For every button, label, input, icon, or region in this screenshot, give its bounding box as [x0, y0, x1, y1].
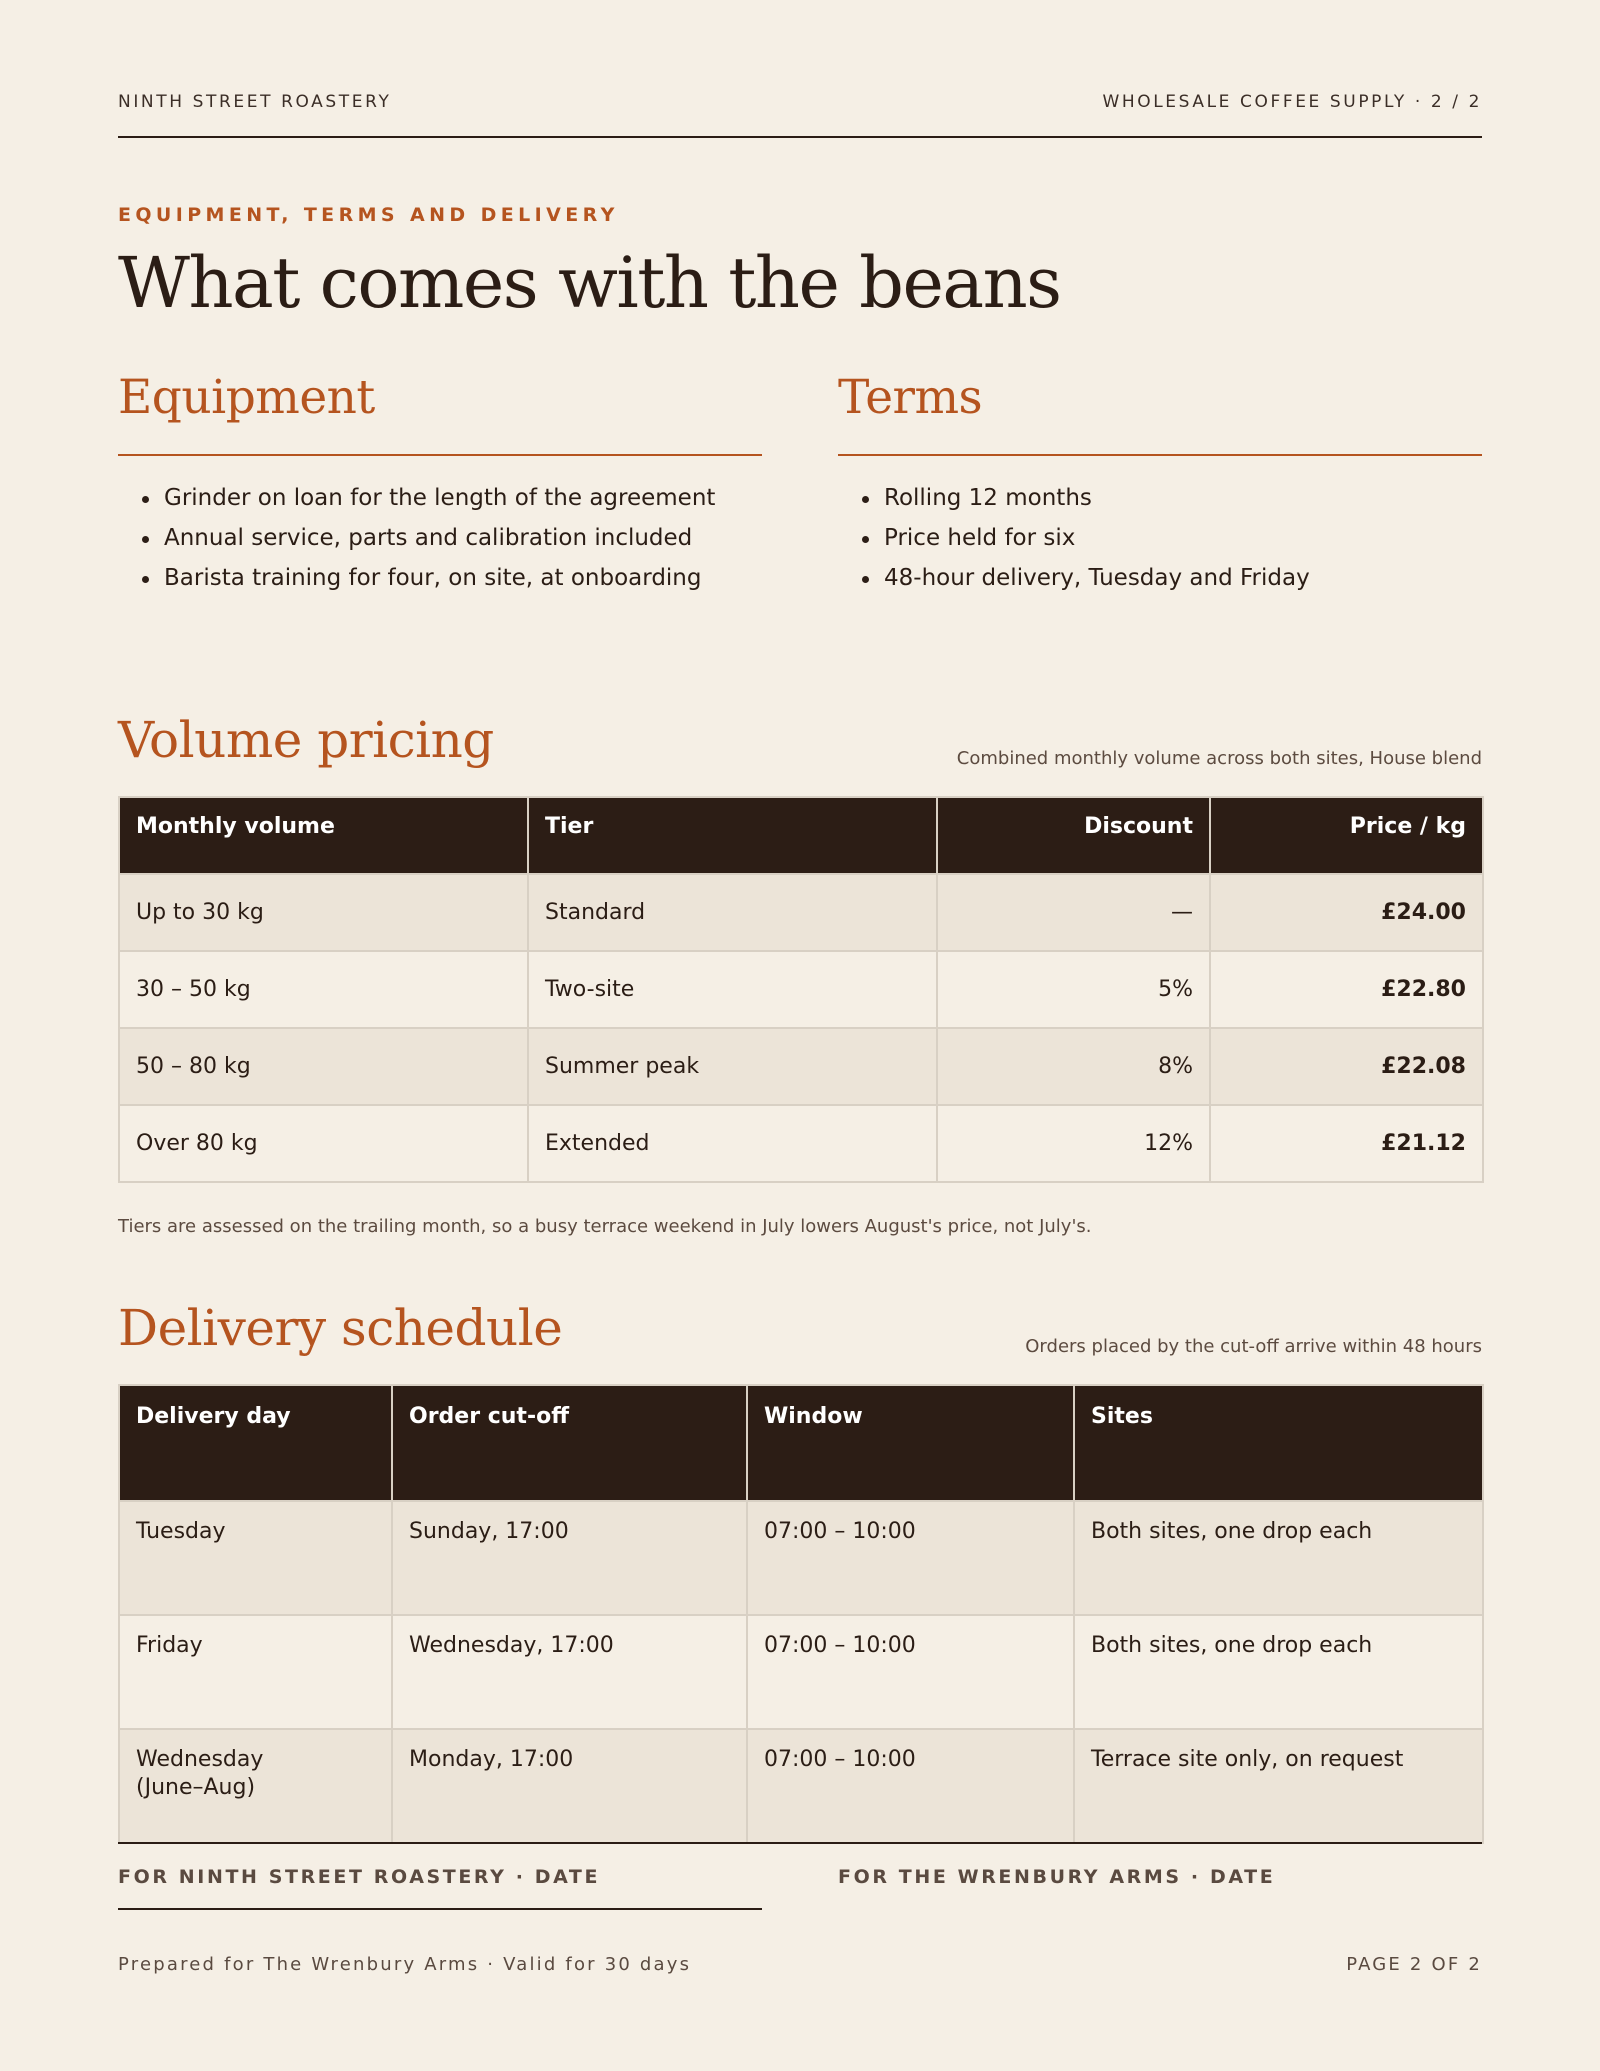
list-item: Price held for six: [860, 518, 1482, 558]
delivery-day-cell: Friday: [119, 1615, 392, 1729]
window-cell: 07:00 – 10:00: [747, 1729, 1074, 1843]
discount-cell: —: [937, 874, 1210, 951]
column-header: Price / kg: [1210, 797, 1483, 874]
volume-cell: 50 – 80 kg: [119, 1028, 528, 1105]
brand-name: NINTH STREET ROASTERY: [118, 92, 392, 112]
column-header: Window: [747, 1385, 1074, 1501]
tier-cell: Standard: [528, 874, 937, 951]
price-cell: £22.08: [1210, 1028, 1483, 1105]
delivery-schedule-heading: Delivery schedule: [118, 1299, 563, 1357]
page-title: What comes with the beans: [118, 242, 1061, 324]
volume-cell: Over 80 kg: [119, 1105, 528, 1182]
price-cell: £22.80: [1210, 951, 1483, 1028]
tier-cell: Two-site: [528, 951, 937, 1028]
signature-label-client: FOR THE WRENBURY ARMS · DATE: [838, 1866, 1276, 1888]
sites-cell: Terrace site only, on request: [1074, 1729, 1483, 1843]
cutoff-cell: Wednesday, 17:00: [392, 1615, 747, 1729]
document-label: WHOLESALE COFFEE SUPPLY · 2 / 2: [1102, 92, 1482, 112]
table-row: [119, 1501, 1483, 1615]
list-item: Rolling 12 months: [860, 478, 1482, 518]
cutoff-cell: Monday, 17:00: [392, 1729, 747, 1843]
price-cell: £21.12: [1210, 1105, 1483, 1182]
terms-section: [838, 368, 1482, 598]
discount-cell: 5%: [937, 951, 1210, 1028]
delivery-day-cell: Tuesday: [119, 1501, 392, 1615]
discount-cell: 12%: [937, 1105, 1210, 1182]
footer-prepared-for: Prepared for The Wrenbury Arms · Valid for 30 days: [118, 1954, 692, 1975]
signature-top-rule: [118, 1842, 1482, 1844]
volume-pricing-heading: Volume pricing: [118, 711, 494, 769]
list-item: Barista training for four, on site, at onboarding: [140, 558, 762, 598]
cutoff-cell: Sunday, 17:00: [392, 1501, 747, 1615]
discount-cell: 8%: [937, 1028, 1210, 1105]
sites-cell: Both sites, one drop each: [1074, 1615, 1483, 1729]
header-divider: [118, 136, 1482, 138]
table-header-row: [119, 1385, 1483, 1501]
window-cell: 07:00 – 10:00: [747, 1615, 1074, 1729]
column-header: Sites: [1074, 1385, 1483, 1501]
column-header: Discount: [937, 797, 1210, 874]
table-row: [119, 1615, 1483, 1729]
terms-heading: Terms: [838, 370, 983, 425]
delivery-day-cell: Wednesday (June–Aug): [119, 1729, 392, 1843]
equipment-list: [118, 478, 762, 598]
signature-label-roastery: FOR NINTH STREET ROASTERY · DATE: [118, 1866, 601, 1888]
tier-cell: Summer peak: [528, 1028, 937, 1105]
tier-cell: Extended: [528, 1105, 937, 1182]
pricing-footnote: Tiers are assessed on the trailing month, so a busy terrace weekend in July lowers August's price, not July's.: [118, 1216, 1092, 1237]
equipment-section: [118, 368, 762, 598]
column-header: Order cut-off: [392, 1385, 747, 1501]
volume-pricing-table: [118, 796, 1484, 1183]
window-cell: 07:00 – 10:00: [747, 1501, 1074, 1615]
sites-cell: Both sites, one drop each: [1074, 1501, 1483, 1615]
table-row: [119, 1729, 1483, 1843]
table-row: [119, 951, 1483, 1028]
section-eyebrow: EQUIPMENT, TERMS AND DELIVERY: [118, 204, 619, 226]
signature-line: [118, 1908, 762, 1910]
list-item: Annual service, parts and calibration included: [140, 518, 762, 558]
list-item: 48-hour delivery, Tuesday and Friday: [860, 558, 1482, 598]
list-item: Grinder on loan for the length of the agreement: [140, 478, 762, 518]
column-header: Monthly volume: [119, 797, 528, 874]
volume-pricing-note: Combined monthly volume across both sites, House blend: [956, 748, 1482, 769]
table-row: [119, 874, 1483, 951]
equipment-divider: [118, 454, 762, 456]
delivery-schedule-note: Orders placed by the cut-off arrive within 48 hours: [1025, 1336, 1482, 1357]
table-row: [119, 1028, 1483, 1105]
column-header: Delivery day: [119, 1385, 392, 1501]
table-header-row: [119, 797, 1483, 874]
page-number: PAGE 2 OF 2: [1346, 1954, 1482, 1975]
price-cell: £24.00: [1210, 874, 1483, 951]
column-header: Tier: [528, 797, 937, 874]
volume-cell: Up to 30 kg: [119, 874, 528, 951]
delivery-schedule-table: [118, 1384, 1484, 1844]
terms-divider: [838, 454, 1482, 456]
terms-list: [838, 478, 1482, 598]
equipment-heading: Equipment: [118, 370, 375, 425]
table-row: [119, 1105, 1483, 1182]
volume-cell: 30 – 50 kg: [119, 951, 528, 1028]
running-header: [118, 92, 1482, 112]
